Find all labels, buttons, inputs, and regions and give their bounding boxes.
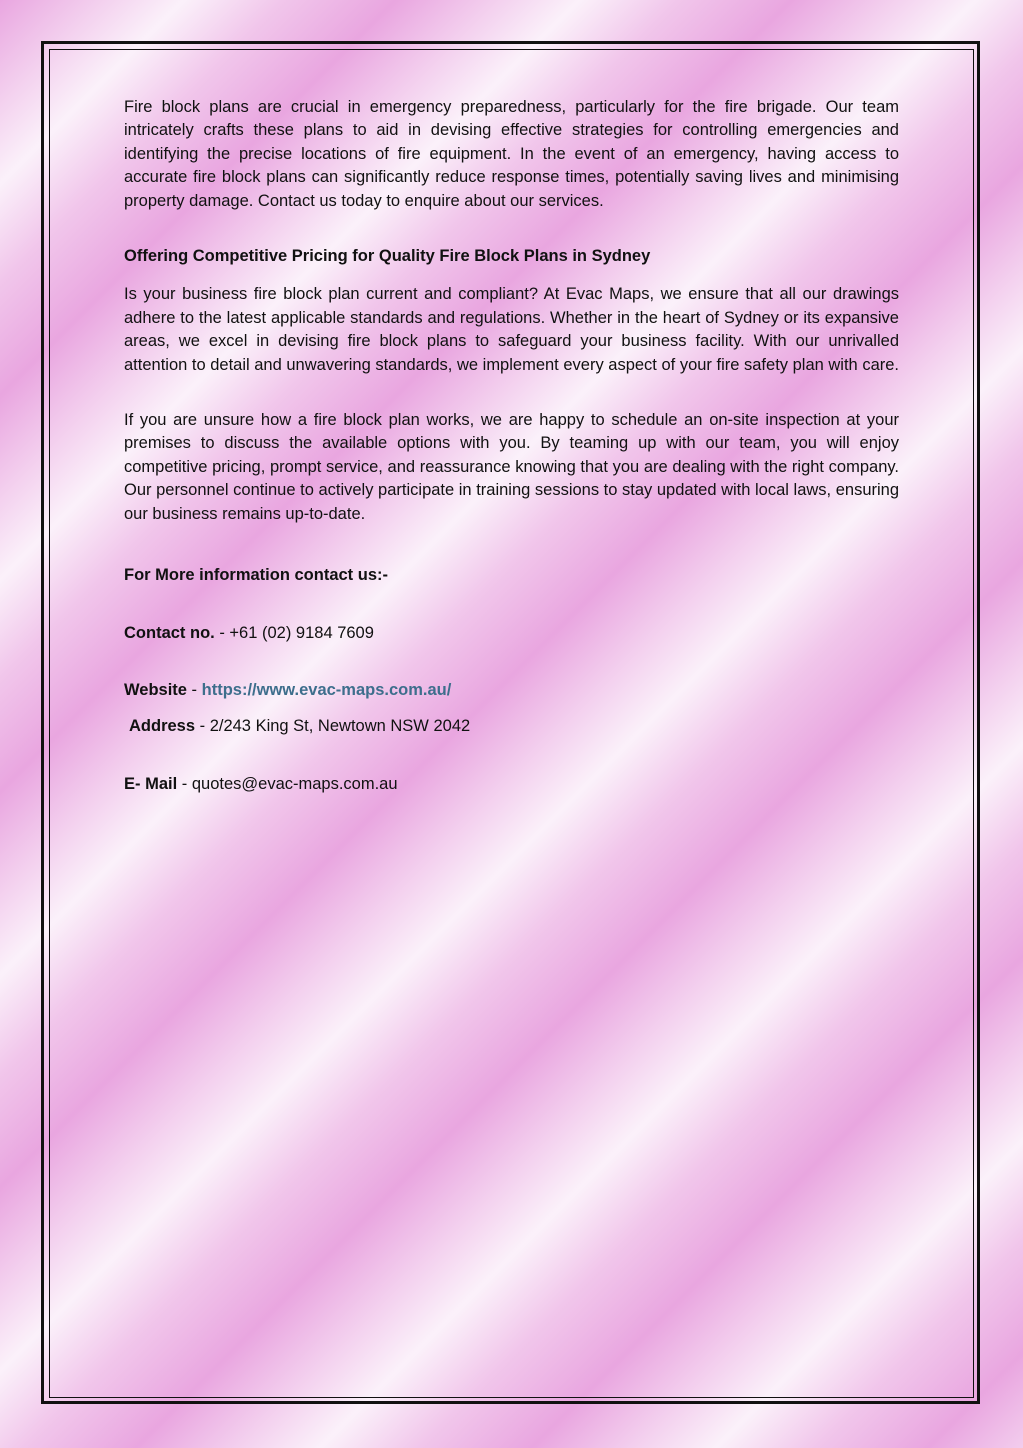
phone-label: Contact no. xyxy=(124,623,215,642)
contact-email-line xyxy=(124,773,899,796)
section-heading: Offering Competitive Pricing for Quality Fire Block Plans in Sydney xyxy=(124,247,651,266)
website-label: Website xyxy=(124,680,187,699)
phone-value: - +61 (02) 9184 7609 xyxy=(214,623,374,642)
contact-website-line xyxy=(124,679,899,702)
contact-phone-line xyxy=(124,622,899,645)
website-separator: - xyxy=(186,680,202,699)
document-content xyxy=(124,96,899,796)
website-link[interactable]: https://www.evac-maps.com.au/ xyxy=(201,680,452,699)
contact-heading: For More information contact us:- xyxy=(124,566,388,585)
paragraph-onsite-inspection: If you are unsure how a fire block plan works, we are happy to schedule an on-site inspection at your premises to discuss the available options with you. By teaming up with our team, you will enjoy competitive pricing, prompt service, and reassurance knowing that you are dealing with the right company. Our personnel continue to actively participate in training sessions to stay updated with local laws, ensuring our business remains up-to-date. xyxy=(124,411,900,523)
paragraph-business-compliance: Is your business fire block plan current and compliant? At Evac Maps, we ensure that all our drawings adhere to the latest applicable standards and regulations. Whether in the heart of Sydney or its expansive areas, we excel in devising fire block plans to safeguard your business facility. With our unrivalled attention to detail and unwavering standards, we implement every aspect of your fire safety plan with care. xyxy=(124,285,900,374)
email-label: E- Mail xyxy=(124,774,178,793)
address-value: - 2/243 King St, Newtown NSW 2042 xyxy=(195,717,471,736)
contact-address-line xyxy=(124,715,899,738)
intro-paragraph: Fire block plans are crucial in emergency preparedness, particularly for the fire brigade. Our team intricately crafts these plans to aid in devising effective strategies for controlling emergencies and identifying the precise locations of fire equipment. In the event of an emergency, having access to accurate fire block plans can significantly reduce response times, potentially saving lives and minimising property damage. Contact us today to enquire about our services. xyxy=(124,98,899,210)
address-label: Address xyxy=(129,717,196,736)
email-value: - quotes@evac-maps.com.au xyxy=(177,774,398,793)
